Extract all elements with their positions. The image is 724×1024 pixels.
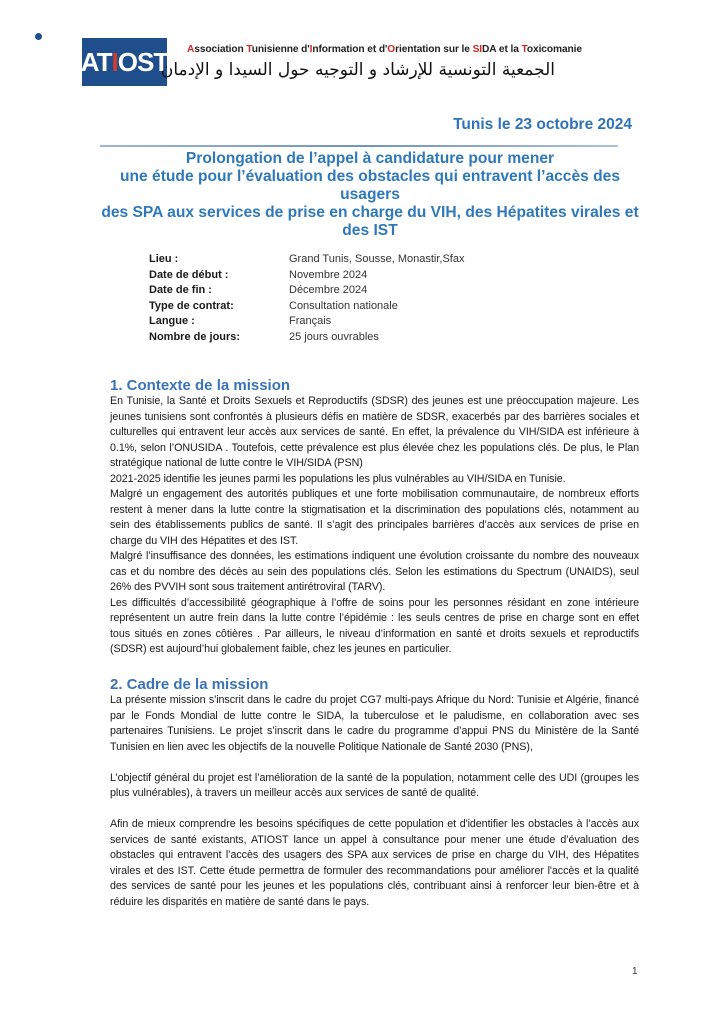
paragraph: Malgré un engagement des autorités publiques et une forte mobilisation communautaire, de nombreux efforts restent à mener dans la lutte contre la stigmatisation et la discrimination des populations clés, notamment au sein des établissements publics de santé. Il s’agit des principales barrières d’accès aux services de prise en charge du VIH des Hépatites et des IST. xyxy=(110,488,639,547)
section-heading: 1. Contexte de la mission xyxy=(110,377,291,394)
paragraph: En Tunisie, la Santé et Droits Sexuels et Reproductifs (SDSR) des jeunes est une préoccupation majeure. Les jeunes tunisiens sont confrontés à plusieurs défis en matière de SDSR, exacerbés par des barrières sociales et culturelles qui entravent leur accès aux services de santé. En effet, la prévalence du VIH/SIDA est inférieure à 0.1%, selon l’ONUSIDA . Toutefois, cette prévalence est plus élevée chez les populations clés. De plus, le Plan stratégique national de lutte contre le VIH/SIDA (PSN) xyxy=(110,395,639,469)
info-value: Novembre 2024 xyxy=(289,268,368,281)
org-name-part: rientation sur le xyxy=(395,44,473,55)
info-value: 25 jours ouvrables xyxy=(289,330,379,343)
info-row-end-date xyxy=(149,283,464,299)
org-name-french xyxy=(187,44,582,55)
paragraph: Malgré l’insuffisance des données, les estimations indiquent une évolution croissante du nombre des nouveaux cas et du nombre des décès au sein des populations clés. Selon les estimations du Spectrum (UNAIDS), seul 26% des PVVIH sont sous traitement antirétroviral (TARV). xyxy=(110,550,639,593)
section-heading: 2. Cadre de la mission xyxy=(110,676,269,693)
org-name-part: unisienne d' xyxy=(251,44,310,55)
document-date: Tunis le 23 octobre 2024 xyxy=(453,116,632,133)
org-name-part: O xyxy=(387,44,396,55)
info-row-location xyxy=(149,252,464,268)
org-name-part: nformation et d' xyxy=(312,44,388,55)
info-value: Grand Tunis, Sousse, Monastir,Sfax xyxy=(289,253,465,265)
info-row-days xyxy=(149,330,464,346)
info-label: Date de début : xyxy=(149,268,229,281)
info-label: Nombre de jours: xyxy=(149,330,241,343)
title-line: une étude pour l’évaluation des obstacles qui entravent l’accès des usagers xyxy=(119,168,621,203)
paragraph: L’objectif général du projet est l’amélioration de la santé de la population, notamment celle des UDI (groupes les plus vulnérables), à travers un meilleur accès aux services de santé de qualité. xyxy=(110,771,639,799)
org-name-part: I xyxy=(309,44,313,55)
paragraph: Les difficultés d’accessibilité géographique à l’offre de soins pour les personnes résidant en zone intérieure représentent un autre frein dans la lutte contre l’épidémie : les seuls centres de prise en charge sont en effet tous situés en zones côtières . Par ailleurs, le niveau d’information en santé et droits sexuels et reproductifs (SDSR) est aujourd’hui globalement faible, chez les jeunes en particulier. xyxy=(110,596,639,655)
info-row-contract-type xyxy=(149,299,464,315)
section-context xyxy=(110,377,639,658)
info-value: Consultation nationale xyxy=(289,299,398,312)
header-divider xyxy=(100,145,618,147)
info-value: Français xyxy=(289,315,332,328)
info-label: Langue : xyxy=(149,315,195,328)
org-name-part: T xyxy=(246,44,252,55)
mission-info-table xyxy=(149,252,464,346)
org-name-part: A xyxy=(187,44,195,55)
info-label: Date de fin : xyxy=(149,284,212,297)
title-line: des SPA aux services de prise en charge du VIH, des Hépatites virales et xyxy=(101,204,639,221)
logo-dot-icon xyxy=(35,33,42,40)
org-name-part: DA et la xyxy=(482,44,522,55)
info-row-start-date xyxy=(149,268,464,284)
org-name-part: ssociation xyxy=(194,44,247,55)
title-line: Prolongation de l’appel à candidature pour mener xyxy=(185,150,555,167)
org-name-part: oxicomanie xyxy=(526,44,582,55)
section-framework xyxy=(110,676,639,910)
paragraph: Afin de mieux comprendre les besoins spécifiques de cette population et d'identifier les obstacles à l’accès aux services de santé existants, ATIOST lance un appel à consultance pour mener une étude d’évaluation des obstacles qui entravent l’accès des usagers des SPA aux services de prise en charge du VIH, des Hépatites virales et des IST. Cette étude permettra de formuler des recommandations pour améliorer l'accès et la qualité des services de santé pour les jeunes et les populations clés, contribuant ainsi à renforcer leur bien-être et à réduire les disparités en matière de santé dans le pays. xyxy=(110,818,639,908)
paragraph: 2021-2025 identifie les jeunes parmi les populations les plus vulnérables au VIH/SIDA en Tunisie. xyxy=(110,472,566,485)
red-ribbon-icon: I xyxy=(111,46,118,77)
org-name-arabic: الجمعية التونسية للإرشاد و التوجيه حول السيدا و الإدمان xyxy=(160,60,555,80)
atiost-logo xyxy=(82,38,167,86)
document-title xyxy=(100,150,640,240)
info-label: Lieu : xyxy=(149,253,179,265)
info-value: Décembre 2024 xyxy=(289,284,368,297)
logo-wordmark: ATIOST xyxy=(80,46,169,77)
page-number: 1 xyxy=(632,966,638,977)
title-line: des IST xyxy=(342,222,398,239)
org-name-part: T xyxy=(521,44,527,55)
info-label: Type de contrat: xyxy=(149,299,234,312)
info-row-language xyxy=(149,314,464,330)
paragraph: La présente mission s'inscrit dans le cadre du projet CG7 multi-pays Afrique du Nord: Tunisie et Algérie, financé par le Fonds Mondial de lutte contre le SIDA, la tuberculose et le paludisme, en collaboration avec ses partenaires Tunisiens. Le projet s’inscrit dans le cadre du programme d’appui PNS du Ministère de la Santé Tunisien en lien avec les objectifs de la nouvelle Politique Nationale de Santé 2030 (PNS), xyxy=(110,694,639,753)
org-name-part: SI xyxy=(472,44,483,55)
